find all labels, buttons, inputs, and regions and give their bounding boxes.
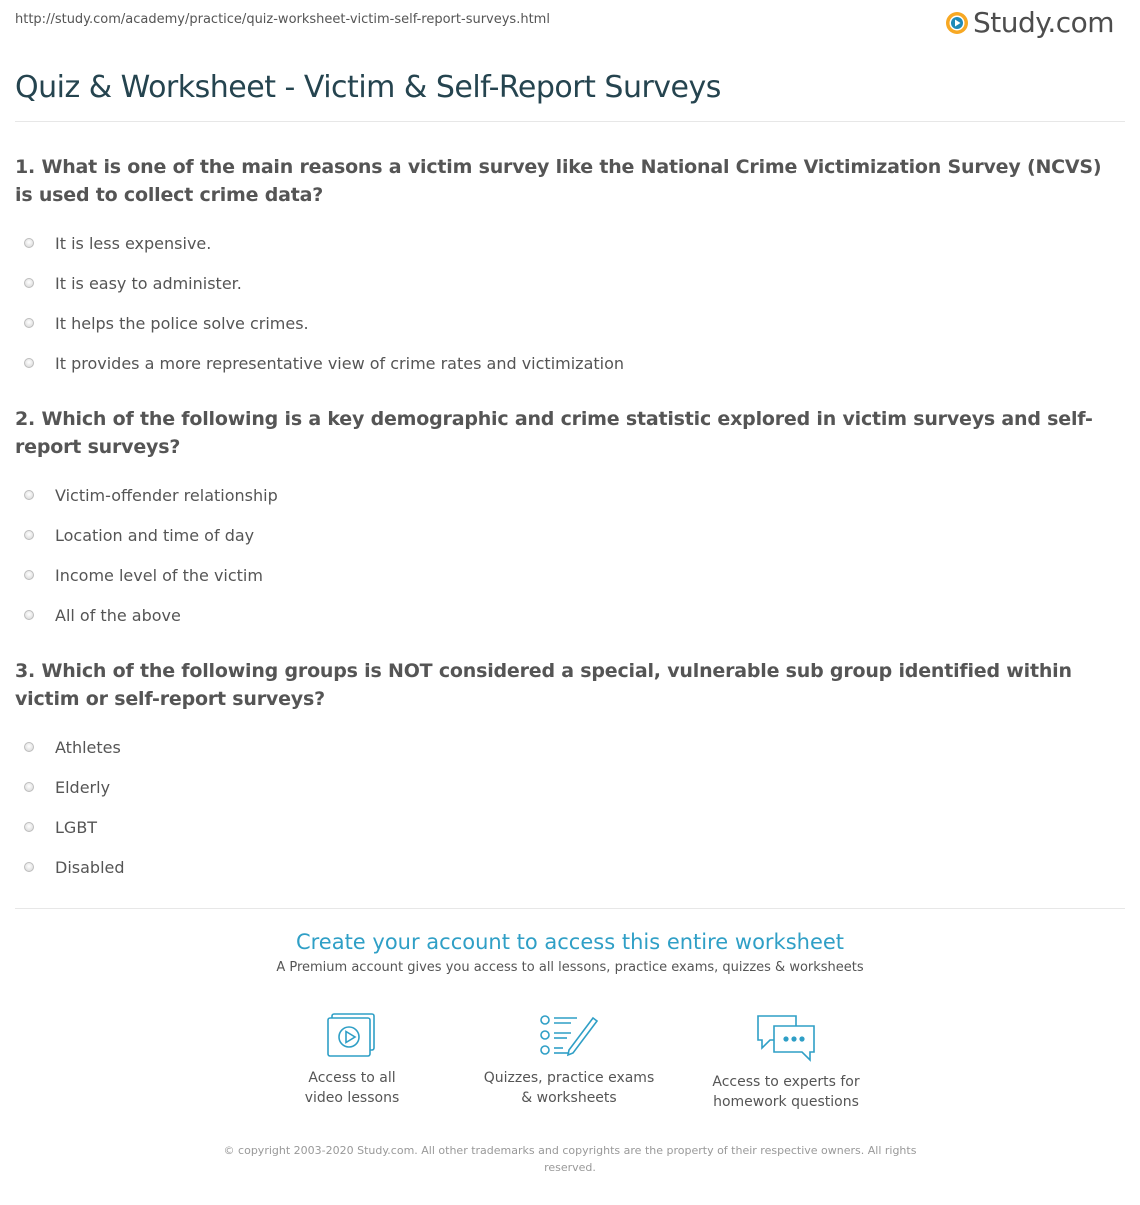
answer-label: Elderly: [55, 777, 111, 797]
radio-button[interactable]: [24, 318, 34, 328]
radio-button[interactable]: [24, 238, 34, 248]
radio-button[interactable]: [24, 742, 34, 752]
radio-button[interactable]: [24, 862, 34, 872]
play-circle-icon: [944, 10, 970, 36]
radio-button[interactable]: [24, 782, 34, 792]
radio-button[interactable]: [24, 610, 34, 620]
feature-video-lessons: [257, 1012, 447, 1108]
signup-cta: [0, 930, 1140, 975]
answer-label: Location and time of day: [55, 525, 255, 545]
answer-label: It is easy to administer.: [55, 273, 242, 293]
question-text: 3. Which of the following groups is NOT considered a special, vulnerable sub group identified within victim or self-report surveys?: [15, 660, 1072, 710]
answer-label: LGBT: [55, 817, 98, 837]
answer-label: Disabled: [55, 857, 125, 877]
feature-label: Quizzes, practice exams & worksheets: [483, 1070, 655, 1106]
answer-label: It helps the police solve crimes.: [55, 313, 309, 333]
answer-option[interactable]: [15, 343, 1120, 383]
feature-quizzes: [474, 1012, 664, 1108]
radio-button[interactable]: [24, 570, 34, 580]
answer-option[interactable]: [15, 555, 1120, 595]
logo-text: Study.com: [973, 6, 1115, 39]
answer-label: Victim-offender relationship: [55, 485, 278, 505]
video-lesson-icon: [326, 1012, 378, 1058]
radio-button[interactable]: [24, 278, 34, 288]
feature-list: [0, 1012, 1140, 1122]
cta-title-link[interactable]: Create your account to access this entire worksheet: [295, 930, 845, 954]
answer-options: [15, 727, 1120, 887]
radio-button[interactable]: [24, 490, 34, 500]
copyright-footer: © copyright 2003-2020 Study.com. All other trademarks and copyrights are the property of their respective owners. All rights reserved.: [223, 1144, 917, 1174]
cta-subtitle: A Premium account gives you access to all lessons, practice exams, quizzes & worksheets: [276, 960, 864, 975]
study-logo[interactable]: [944, 6, 1114, 39]
answer-option[interactable]: [15, 767, 1120, 807]
answer-option[interactable]: [15, 727, 1120, 767]
answer-label: It provides a more representative view of crime rates and victimization: [55, 353, 625, 373]
answer-option[interactable]: [15, 475, 1120, 515]
question-1: [15, 153, 1120, 383]
question-text: 1. What is one of the main reasons a victim survey like the National Crime Victimization Survey (NCVS) is used to collect crime data?: [15, 156, 1102, 206]
answer-options: [15, 223, 1120, 383]
question-3: [15, 657, 1120, 887]
answer-option[interactable]: [15, 807, 1120, 847]
radio-button[interactable]: [24, 358, 34, 368]
answer-option[interactable]: [15, 847, 1120, 887]
answer-options: [15, 475, 1120, 635]
answer-option[interactable]: [15, 515, 1120, 555]
chat-experts-icon: [754, 1012, 818, 1062]
feature-experts: [691, 1012, 881, 1112]
question-2: [15, 405, 1120, 635]
page-title: Quiz & Worksheet - Victim & Self-Report Surveys: [15, 70, 721, 105]
feature-label: Access to all video lessons: [304, 1070, 400, 1106]
answer-option[interactable]: [15, 303, 1120, 343]
page-url: http://study.com/academy/practice/quiz-worksheet-victim-self-report-surveys.html: [15, 12, 550, 27]
answer-option[interactable]: [15, 595, 1120, 635]
answer-label: All of the above: [55, 605, 181, 625]
answer-option[interactable]: [15, 223, 1120, 263]
answer-option[interactable]: [15, 263, 1120, 303]
answer-label: Athletes: [55, 737, 121, 757]
radio-button[interactable]: [24, 822, 34, 832]
feature-label: Access to experts for homework questions: [712, 1074, 860, 1110]
answer-label: Income level of the victim: [55, 565, 263, 585]
radio-button[interactable]: [24, 530, 34, 540]
quiz-checklist-icon: [539, 1012, 599, 1058]
title-divider: [15, 121, 1125, 122]
section-divider: [15, 908, 1125, 909]
answer-label: It is less expensive.: [55, 233, 212, 253]
question-text: 2. Which of the following is a key demographic and crime statistic explored in victim surveys and self-report surveys?: [15, 408, 1093, 458]
